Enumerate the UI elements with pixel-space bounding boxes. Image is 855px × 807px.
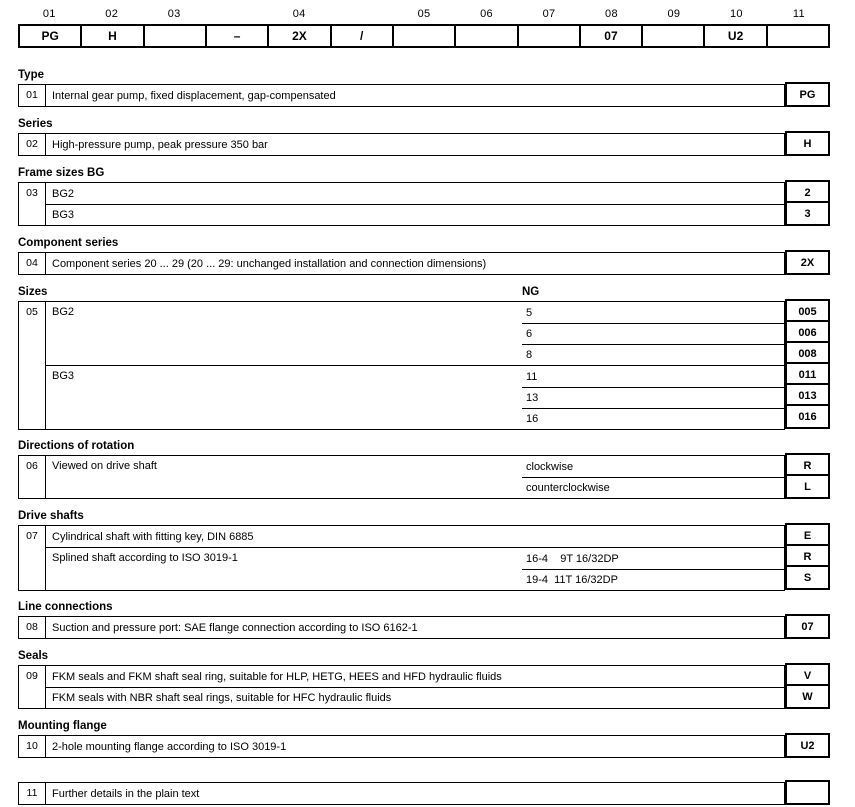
section-further-details <box>18 782 830 807</box>
group-label: BG2 <box>52 306 75 318</box>
code-box: E <box>785 523 830 548</box>
table-row: 19-4 11T 16/32DP <box>522 569 784 590</box>
section-rotation <box>18 440 830 501</box>
position-label: 07 <box>542 8 556 20</box>
rotation-group <box>46 456 784 498</box>
table-row: Cylindrical shaft with fitting key, DIN 6885 <box>52 530 254 543</box>
table-row: FKM seals and FKM shaft seal ring, suitable for HLP, HETG, HEES and HFD hydraulic fluids <box>52 670 502 683</box>
table-row: FKM seals with NBR shaft seal rings, suitable for HFC hydraulic fluids <box>46 687 784 708</box>
item-number: 09 <box>19 666 46 708</box>
position-label: 03 <box>167 8 181 20</box>
code-column <box>785 82 830 107</box>
code-box: 005 <box>785 299 830 324</box>
order-code-cell: 2X <box>269 26 331 46</box>
section-series <box>18 118 830 158</box>
item-number: 06 <box>19 456 46 498</box>
section-mounting-flange <box>18 720 830 760</box>
table-row: counterclockwise <box>522 477 784 498</box>
section-sizes <box>18 286 830 431</box>
section-table <box>18 616 785 639</box>
code-column <box>785 780 830 805</box>
code-box: 2 <box>785 180 830 205</box>
item-number: 04 <box>19 253 46 274</box>
table-row: clockwise <box>526 460 574 473</box>
table-row: Suction and pressure port: SAE flange connection according to ISO 6162-1 <box>52 621 418 634</box>
code-box: R <box>785 453 830 478</box>
position-label <box>330 8 392 24</box>
table-row: High-pressure pump, peak pressure 350 bar <box>52 138 268 151</box>
code-column <box>785 523 830 590</box>
table-row: 11 <box>526 370 538 383</box>
position-label: 10 <box>729 8 743 20</box>
table-row: 5 <box>526 306 533 319</box>
table-row: 8 <box>522 344 784 365</box>
table-row: 6 <box>522 323 784 344</box>
order-code-cell: 07 <box>581 26 643 46</box>
position-label: 04 <box>292 8 306 20</box>
code-box: 006 <box>785 320 830 345</box>
section-table <box>18 301 785 430</box>
section-table <box>18 525 785 591</box>
section-heading: Mounting flange <box>18 720 107 732</box>
section-heading: Seals <box>18 650 49 662</box>
code-box: H <box>785 131 830 156</box>
position-label: 11 <box>792 8 805 20</box>
order-code-strip <box>18 24 830 48</box>
section-table <box>18 665 785 709</box>
code-box: 011 <box>785 362 830 387</box>
section-frame-sizes <box>18 167 830 228</box>
section-table <box>18 455 785 499</box>
code-column <box>785 663 830 709</box>
group-label: BG3 <box>52 370 75 382</box>
order-code-cell <box>145 26 207 46</box>
code-box: 3 <box>785 201 830 226</box>
size-group-bg2 <box>46 302 784 365</box>
code-box: 016 <box>785 404 830 429</box>
table-row: Internal gear pump, fixed displacement, gap-compensated <box>52 89 336 102</box>
code-column <box>785 131 830 156</box>
position-label: 01 <box>42 8 56 20</box>
position-label: 08 <box>605 8 618 20</box>
code-box: S <box>785 565 830 590</box>
section-seals <box>18 650 830 711</box>
order-code-cell: H <box>82 26 144 46</box>
section-table <box>18 782 785 805</box>
section-heading: Frame sizes BG <box>18 167 105 179</box>
section-heading: Drive shafts <box>18 510 84 522</box>
code-box: L <box>785 474 830 499</box>
section-heading: Component series <box>18 237 119 249</box>
code-box: W <box>785 684 830 709</box>
code-column <box>785 733 830 758</box>
group-label: Splined shaft according to ISO 3019-1 <box>52 552 238 564</box>
code-box: PG <box>785 82 830 107</box>
section-line-connections <box>18 601 830 641</box>
position-label <box>205 8 267 24</box>
section-table <box>18 252 785 275</box>
code-box: 008 <box>785 341 830 366</box>
item-number: 08 <box>19 617 46 638</box>
section-heading-label: Sizes <box>18 286 48 298</box>
section-heading: Line connections <box>18 601 113 613</box>
section-component-series <box>18 237 830 277</box>
code-box: 07 <box>785 614 830 639</box>
code-box: U2 <box>785 733 830 758</box>
section-table <box>18 735 785 758</box>
position-label: 09 <box>667 8 681 20</box>
order-code-cell: PG <box>20 26 82 46</box>
section-type <box>18 69 830 109</box>
order-code-cell <box>394 26 456 46</box>
code-box: 2X <box>785 250 830 275</box>
item-number: 11 <box>19 783 46 804</box>
ng-column-heading: NG <box>522 286 540 298</box>
order-code-cell: / <box>332 26 394 46</box>
item-number: 01 <box>19 85 46 106</box>
code-column <box>785 453 830 499</box>
section-heading: Directions of rotation <box>18 440 135 452</box>
code-column <box>785 250 830 275</box>
section-table <box>18 182 785 226</box>
size-group-bg3 <box>46 365 784 429</box>
section-table <box>18 133 785 156</box>
table-row: Further details in the plain text <box>52 787 200 800</box>
section-heading: Type <box>18 69 44 81</box>
code-box: R <box>785 544 830 569</box>
section-heading: Series <box>18 118 53 130</box>
table-row: BG3 <box>46 204 784 225</box>
code-column <box>785 614 830 639</box>
section-drive-shafts <box>18 510 830 592</box>
splined-shaft-group <box>46 547 784 590</box>
table-row: Component series 20 ... 29 (20 ... 29: unchanged installation and connection dimensions) <box>52 257 487 270</box>
order-code-position-labels <box>18 8 830 24</box>
position-label: 02 <box>105 8 119 20</box>
order-code-cell: – <box>207 26 269 46</box>
order-code-cell: U2 <box>705 26 767 46</box>
item-number: 03 <box>19 183 46 225</box>
section-table <box>18 84 785 107</box>
section-heading <box>18 286 830 299</box>
item-number: 05 <box>19 302 46 429</box>
table-row: 16 <box>522 408 784 429</box>
item-number: 07 <box>19 526 46 590</box>
item-number: 10 <box>19 736 46 757</box>
order-code-cell <box>643 26 705 46</box>
table-row: 2-hole mounting flange according to ISO 3019-1 <box>52 740 287 753</box>
order-code-cell <box>456 26 518 46</box>
position-label: 06 <box>480 8 493 20</box>
code-column <box>785 180 830 226</box>
table-row: 16-4 9T 16/32DP <box>526 552 619 565</box>
item-number: 02 <box>19 134 46 155</box>
group-label: Viewed on drive shaft <box>52 460 157 472</box>
order-code-cell <box>768 26 828 46</box>
order-code-cell <box>519 26 581 46</box>
code-column <box>785 299 830 429</box>
code-box: 013 <box>785 383 830 408</box>
table-row: BG2 <box>52 187 75 200</box>
code-box: V <box>785 663 830 688</box>
position-label: 05 <box>417 8 431 20</box>
code-box <box>785 780 830 805</box>
table-row: 13 <box>522 387 784 408</box>
